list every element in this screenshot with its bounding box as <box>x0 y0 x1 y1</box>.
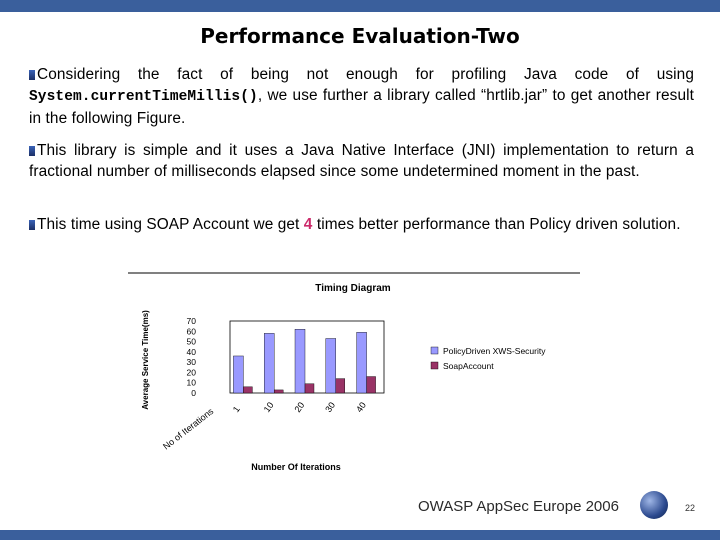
y-tick-label: 20 <box>186 367 196 378</box>
x-tick-label: 1 <box>230 404 242 415</box>
paragraph-text: times better performance than Policy driven solution. <box>312 216 681 233</box>
chart-legend <box>431 346 546 371</box>
y-tick-label: 10 <box>186 377 196 388</box>
paragraph-text: This library is simple and it uses a Java Native Interface (JNI) implementation to return a fractional number of milliseconds elapsed since some undetermined moment in the past. <box>29 142 694 180</box>
bar-policydriven <box>295 329 305 393</box>
y-tick-labels <box>187 316 197 398</box>
paragraph-text: This time using SOAP Account we get <box>37 216 304 233</box>
paragraph-text: Considering the fact of being not enough for profiling Java code of using <box>37 66 694 83</box>
bar-policydriven <box>357 332 367 393</box>
bar-soapaccount <box>243 387 252 393</box>
legend-swatch <box>431 347 438 354</box>
x-tick-label: 40 <box>354 400 368 415</box>
bullet-icon <box>29 146 35 156</box>
y-tick-label: 70 <box>186 316 196 326</box>
bar-soapaccount <box>274 390 283 393</box>
y-axis-label: Average Service Time(ms) <box>141 310 150 410</box>
bottom-accent-bar <box>0 530 720 540</box>
y-tick-label: 50 <box>186 336 196 347</box>
legend-label: SoapAccount <box>443 361 494 371</box>
paragraph-profiling <box>29 64 694 129</box>
slide-title: Performance Evaluation-Two <box>200 24 520 48</box>
timing-chart <box>128 270 588 480</box>
legend-label: PolicyDriven XWS-Security <box>443 346 546 356</box>
bullet-icon <box>29 220 35 230</box>
x-tick-label: 10 <box>261 400 276 415</box>
bar-soapaccount <box>336 379 345 393</box>
category-header-label: No of Iterations <box>161 406 216 452</box>
chart-title: Timing Diagram <box>315 283 391 294</box>
highlight-number: 4 <box>303 216 313 233</box>
x-axis-label: Number Of Iterations <box>251 462 341 472</box>
bar-policydriven <box>264 333 274 393</box>
paragraph-text: , we use further a library called “hrtlib.jar” to get another result in the following Figure. <box>29 87 694 127</box>
footer-conference: OWASP AppSec Europe 2006 <box>418 498 619 515</box>
x-tick-label: 20 <box>292 400 307 415</box>
bar-policydriven <box>233 356 243 393</box>
bar-soapaccount <box>367 377 376 393</box>
page-number: 22 <box>685 503 696 513</box>
plot-area <box>230 321 384 393</box>
y-tick-label: 0 <box>191 388 196 398</box>
x-tick-labels <box>231 400 368 414</box>
globe-logo-icon <box>640 491 668 519</box>
bar-soapaccount <box>305 384 314 393</box>
y-tick-label: 40 <box>186 346 196 357</box>
legend-swatch <box>431 362 438 369</box>
top-accent-bar <box>0 0 720 12</box>
paragraph-soap <box>29 214 694 235</box>
bullet-icon <box>29 70 35 80</box>
x-tick-label: 30 <box>323 400 338 415</box>
code-snippet: System.currentTimeMillis() <box>29 89 258 105</box>
bar-policydriven <box>326 338 336 393</box>
y-tick-label: 60 <box>186 326 196 337</box>
y-tick-label: 30 <box>186 357 196 368</box>
paragraph-jni <box>29 140 694 182</box>
